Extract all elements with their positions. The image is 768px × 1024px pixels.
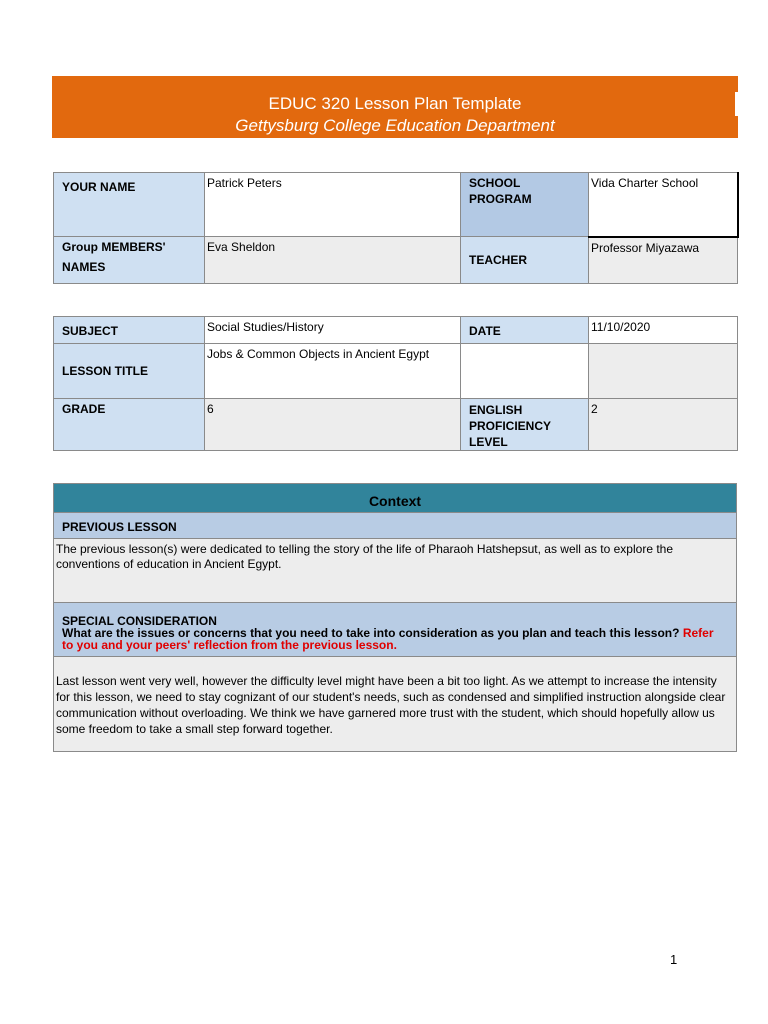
- banner-notch: [735, 92, 738, 116]
- teacher-value: Professor Miyazawa: [589, 237, 738, 284]
- title-banner: [52, 76, 738, 138]
- date-value: 11/10/2020: [589, 317, 738, 344]
- previous-lesson-label: PREVIOUS LESSON: [54, 513, 736, 539]
- subject-value: Social Studies/History: [205, 317, 461, 344]
- table-row: [54, 317, 738, 344]
- your-name-value: Patrick Peters: [205, 173, 461, 237]
- document-subtitle: Gettysburg College Education Department: [235, 116, 555, 135]
- grade-label: GRADE: [54, 399, 205, 451]
- context-section: [53, 483, 737, 752]
- group-members-label: Group MEMBERS' NAMES: [54, 237, 205, 284]
- empty-cell: [589, 344, 738, 399]
- empty-cell: [461, 344, 589, 399]
- special-question-note: Refer to you and your peers' reflection from the previous lesson.: [62, 626, 714, 652]
- school-program-value: Vida Charter School: [589, 173, 738, 237]
- special-consideration-header: [54, 603, 736, 657]
- lesson-title-label: LESSON TITLE: [54, 344, 205, 399]
- special-consideration-label: SPECIAL CONSIDERATION: [62, 614, 217, 628]
- subject-label: SUBJECT: [54, 317, 205, 344]
- special-question-text: What are the issues or concerns that you need to take into consideration as you plan and teach this lesson?: [62, 626, 680, 640]
- your-name-label: YOUR NAME: [54, 173, 205, 237]
- lesson-title-value: Jobs & Common Objects in Ancient Egypt: [205, 344, 461, 399]
- english-proficiency-label: ENGLISH PROFICIENCY LEVEL: [461, 399, 589, 451]
- school-program-label: SCHOOL PROGRAM: [461, 173, 589, 237]
- group-members-value: Eva Sheldon: [205, 237, 461, 284]
- previous-lesson-text: The previous lesson(s) were dedicated to telling the story of the life of Pharaoh Hatshepsut, as well as to explore the conventions of education in Ancient Egypt.: [54, 539, 736, 603]
- teacher-label: TEACHER: [461, 237, 589, 284]
- teacher-info-table: [53, 172, 739, 284]
- table-row: [54, 344, 738, 399]
- special-consideration-question: [62, 627, 728, 651]
- special-consideration-text: Last lesson went very well, however the difficulty level might have been a bit too light. As we attempt to increase the intensity for this lesson, we need to stay cognizant of our student's needs, such as condensed and simplified instruction alongside clear communication without overloading. We think we have garnered more trust with the student, which should hopefully allow us some freedom to take a small step forward together.: [54, 657, 736, 751]
- date-label: DATE: [461, 317, 589, 344]
- table-row: [54, 173, 738, 237]
- context-heading: Context: [54, 484, 736, 513]
- table-row: [54, 237, 738, 284]
- table-row: [54, 399, 738, 451]
- page-number: 1: [670, 952, 678, 967]
- grade-value: 6: [205, 399, 461, 451]
- lesson-info-table: [53, 316, 738, 451]
- document-title: EDUC 320 Lesson Plan Template: [268, 94, 522, 113]
- english-proficiency-value: 2: [589, 399, 738, 451]
